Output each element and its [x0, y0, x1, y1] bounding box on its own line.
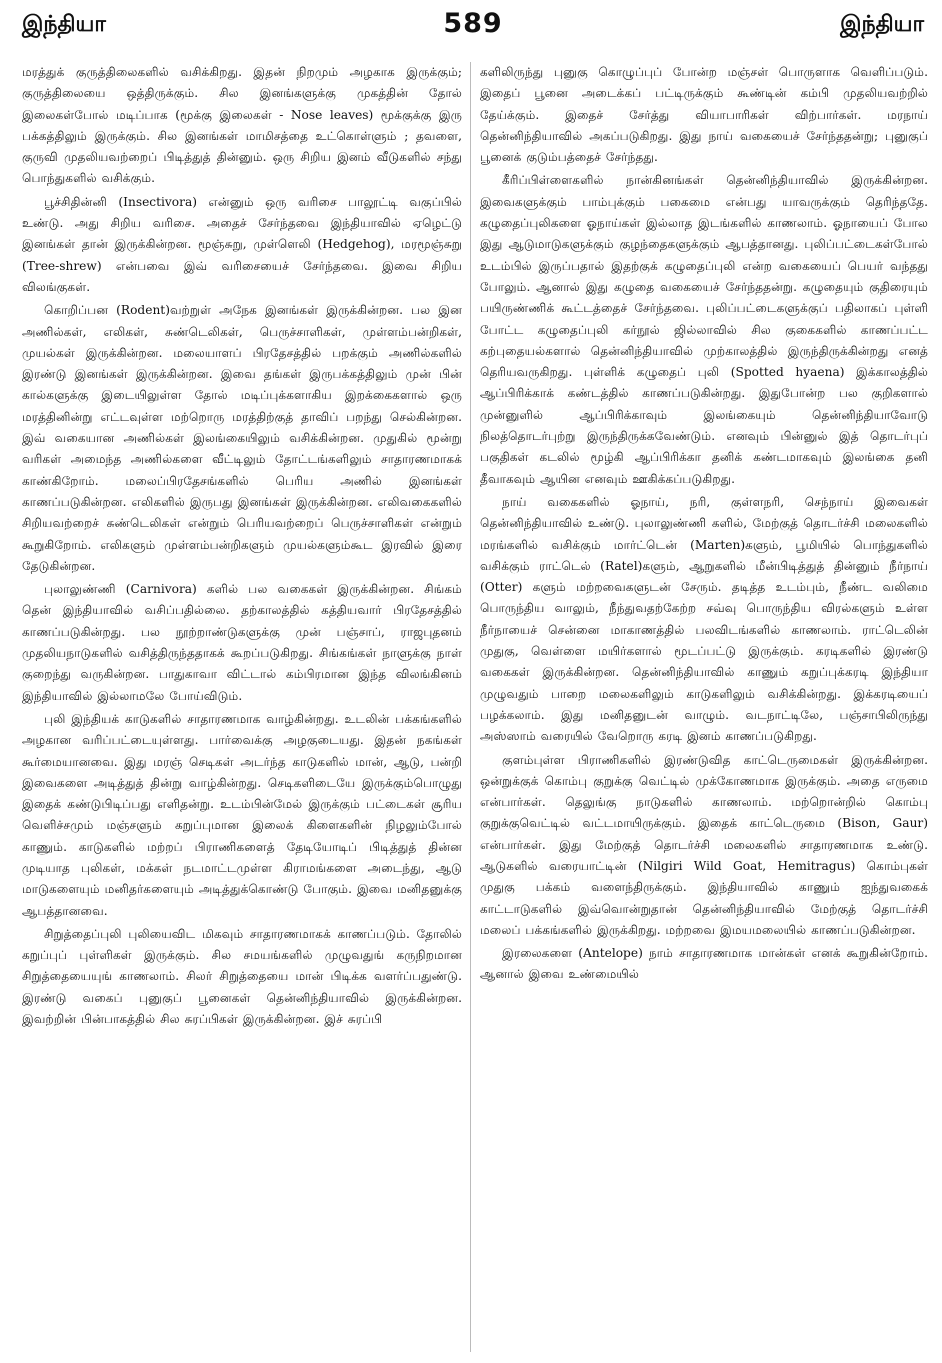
paragraph: கீரிப்பிள்ளைகளில் நான்கினங்கள் தென்னிந்தியாவில் இருக்கின்றன. இவைகளுக்கும் பாம்புக்கும் பகைமை என்பது யாவருக்கும் தெரிந்ததே. கழுதைப்புலிகளை ஓநாய்கள் இல்லாத இடங்களில் காணலாம். ஓநாயைப் போல இது ஆடுமாடுகளுக்கும் குழந்தைகளுக்கும் ஆபத்தானது. புலிப்பட்டைகள்போல் உடம்பில் இருப்பதால் இதற்குக் கழுதைப்புலி என்ற வகையைப் பெயர் வந்தது போலும். ஆனால் இது கழுதை வகையைச் சேர்ந்ததன்று. கழுதையும் குதிரையும் பயிருண்ணிக் கூட்டத்தைச் சேர்ந்தவை. புலிப்பட்டைகளுக்குப் பதிலாகப் புள்ளி போட்ட கழுதைப்புலி கர்நூல் ஜில்லாவில் சில குகைகளில் காணப்பட்ட கற்புதையல்களால் தென்னிந்தியாவில் முற்காலத்தில் இருந்திருக்கின்றது எனத் தெரியவருகிறது. புள்ளிக் கழுதைப் புலி (Spotted hyaena) இக்காலத்தில் ஆப்பிரிக்காக் கண்டத்தில் காணப்படுகின்றது. இதுபோன்ற பல குறிகளால் முன்னுளில் ஆப்பிரிக்காவும் இலங்கையும் தென்னிந்தியாவோடு நிலத்தொடர்புற்று இருந்திருக்கவேண்டும். எனவும் பின்னுல் இத் தொடர்புப் பகுதிகள் கடலில் மூழ்கி ஆப்பிரிக்கா தனிக் கண்டமாகவும் இலங்கை தனி தீவாகவும் ஆயின எனவும் ஊகிக்கப்படுகிறது. [480, 173, 928, 486]
running-title-right: இந்தியா [840, 12, 924, 37]
running-title-left: இந்தியா [22, 12, 106, 37]
paragraph: களிலிருந்து புனுகு கொழுப்புப் போன்ற மஞ்சள் பொருளாக வெளிப்படும். இதைப் பூனை அடைக்கப் பட்டிருக்கும் கூண்டின் கம்பி முதலியவற்றில் தேய்க்கும். இதைச் சேர்த்து வியாபாரிகள் விற்பார்கள். மரநாய் தென்னிந்தியாவில் அகப்படுகிறது. இது நாய் வகையைச் சேர்ந்ததன்று; புனுகுப் பூனைக் குடும்பத்தைச் சேர்ந்தது. [480, 65, 928, 165]
column-divider [470, 62, 471, 1352]
paragraph: குளம்புள்ள பிராணிகளில் இரண்டுவித காட்டெருமைகள் இருக்கின்றன. ஒன்றுக்குக் கொம்பு குறுக்கு வெட்டில் முக்கோணமாக இருக்கும். அதை எருமை என்பார்கள். தெலுங்கு நாடுகளில் காணலாம். மற்றொன்றில் கொம்பு குறுக்குவெட்டில் வட்டமாயிருக்கும். இதைக் காட்டெருமை (Bison, Gaur) என்பார்கள். இது மேற்குத் தொடர்ச்சி மலைகளில் சாதாரணமாக உண்டு. ஆடுகளில் வரையாட்டின் (Nilgiri Wild Goat, Hemitragus) கொம்புகள் முதுகு பக்கம் வளைந்திருக்கும். இந்தியாவில் காணும் ஐந்துவகைக் காட்டாடுகளில் இவ்வொன்றுதான் தென்னிந்தியாவில் மேற்குத் தொடர்ச்சி மலைப் பக்கங்களில் இருக்கிறது. மற்றவை இமயமலையில் காணப்படுகின்றன. [480, 752, 928, 937]
page-number: 589 [443, 8, 503, 39]
paragraph: புலாலுண்ணி (Carnivora) களில் பல வகைகள் இருக்கின்றன. சிங்கம் தென் இந்தியாவில் வசிப்பதில்லை. தற்காலத்தில் கத்தியவார் பிரதேசத்தில் காணப்படுகின்றது. பல நூற்றாண்டுகளுக்கு முன் பஞ்சாப், ராஜபுதனம் முதலியநாடுகளில் வசித்திருந்ததாகக் கூறப்படுகிறது. சிங்கங்கள் நாளுக்கு நாள் குறைந்து வருகின்றன. பாதுகாவா விட்டால் கம்பிரமான இந்த விலங்கினம் இந்தியாவில் இல்லாமலே போய்விடும். [22, 582, 462, 703]
paragraph: சிறுத்தைப்புலி புலியைவிட மிகவும் சாதாரணமாகக் காணப்படும். தோலில் கறுப்புப் புள்ளிகள் இருக்கும். சில சமயங்களில் முழுவதுங் கருநிறமான சிறுத்தையையுங் காணலாம். சிலர் சிறுத்தையை மான் பிடிக்க வளர்ப்பதுண்டு. இரண்டு வகைப் புனுகுப் பூனைகள் தென்னிந்தியாவில் இருக்கின்றன. இவற்றின் பின்பாகத்தில் சில சுரப்பிகள் இருக்கின்றன. இச் சுரப்பி [22, 926, 462, 1027]
paragraph: இரலைகளை (Antelope) நாம் சாதாரணமாக மான்கள் எனக் கூறுகின்றோம். ஆனால் இவை உண்மையில் [480, 946, 928, 982]
paragraph: நாய் வகைகளில் ஓநாய், நரி, குள்ளநரி, செந்நாய் இவைகள் தென்னிந்தியாவில் உண்டு. புலாலுண்ணி களில், மேற்குத் தொடர்ச்சி மலைகளில் மரங்களில் வசிக்கும் மார்ட்டென் (Marten)களும், பூமியில் பொந்துகளில் வசிக்கும் ராட்டெல் (Ratel)களும், ஆறுகளில் மீன்பிடித்துத் தின்னும் நீர்நாய் (Otter) களும் மற்றவைகளுடன் சேரும். தடித்த உடம்பும், நீண்ட வலிமை பொருந்திய வாலும், நீந்துவதற்கேற்ற சவ்வு பொருந்திய விரல்களும் உள்ள நீர்நாயைச் சென்னை மாகாணத்தில் பலவிடங்களில் காணலாம். ராட்டெலின் முதுகு, வெள்ளை மயிர்களால் மூடப்பட்டு இருக்கும். கரடிகளில் இரண்டு வகைகள் இருக்கின்றன. தென்னிந்தியாவில் காணும் கறுப்புக்கரடி இந்தியா முழுவதும் பாறை மலைகளிலும் காடுகளிலும் வசிக்கின்றது. இக்கரடியைப் பழக்கலாம். இது மனிதனுடன் வாழும். வடநாட்டிலே, பஞ்சாபிலிருந்து அஸ்ஸாம் வரையில் வேறொரு கரடி இனம் காணப்படுகிறது. [480, 494, 928, 744]
paragraph: மரத்துக் குருத்திலைகளில் வசிக்கிறது. இதன் நிறமும் அழகாக இருக்கும்; குருத்திலையை ஒத்திருக்கும். சில இனங்களுக்கு முகத்தின் தோல் இலைகள்போல் மடிப்பாக (மூக்கு இலைகள் - Nose leaves) மூக்குக்கு இரு பக்கத்திலும் இருக்கும். சில இனங்கள் மாமிசத்தை உட்கொள்ளும் ; தவளை, குருவி முதலியவற்றைப் பிடித்துத் தின்னும். ஒரு சிறிய இனம் வீடுகளில் சந்து பொந்துகளில் வசிக்கும். [22, 65, 462, 186]
paragraph: புலி இந்தியக் காடுகளில் சாதாரணமாக வாழ்கின்றது. உடலின் பக்கங்களில் அழகான வரிப்பட்டையுள்ளது. பார்வைக்கு அழகுடையது. இதன் நகங்கள் கூர்மையானவை. இது மரஞ் செடிகள் அடர்ந்த காடுகளில் மான், ஆடு, பன்றி இவைகளை அடித்துத் தின்று வாழ்கின்றது. செடிகளிடையே இருக்கும்பொழுது இதைக் கண்டுபிடிப்பது எளிதன்று. உடம்பின்மேல் இருக்கும் பட்டைகள் சூரிய வெளிச்சமும் மஞ்சளும் கறுப்புமான இலைக் கிளைகளின் நிழலும்போல் காணும். காடுகளில் மற்றப் பிராணிகளைத் தேடியோடிப் பிடித்துத் தின்ன முடியாத புலிகள், மக்கள் நடமாட்டமுள்ள கிராமங்களை அடைந்து, ஆடு மாடுகளையும் மனிதர்களையும் அடித்துக்கொண்டு போகும். இவை மனிதனுக்கு ஆபத்தானவை. [22, 711, 462, 918]
right-column [480, 62, 928, 1352]
paragraph: கொறிப்பன (Rodent)வற்றுள் அநேக இனங்கள் இருக்கின்றன. பல இன அணில்கள், எலிகள், சுண்டெலிகள், பெருச்சாளிகள், முள்ளம்பன்றிகள், முயல்கள் இருக்கின்றன. மலையாளப் பிரதேசத்தில் பறக்கும் அணில்களில் இரண்டு இனங்கள் இருக்கின்றன. இவை தங்கள் இருபக்கத்திலும் முன் பின் கால்களுக்கு இடையிலுள்ள தோல் மடிப்புக்களாகிய இறக்கைகளால் ஒரு மரத்தினின்று எட்டவுள்ள மற்றொரு மரத்திற்குத் தாவிப் பறந்து செல்கின்றன. இவ் வகையான அணில்கள் இலங்கையிலும் வசிக்கின்றன. முதுகில் மூன்று வரிகள் அமைந்த அணில்களை வீட்டிலும் தோட்டங்களிலும் சாதாரணமாகக் காண்கிறோம். மலைப்பிரதேசங்களில் பெரிய அணில் இனங்கள் காணப்படுகின்றன. எலிகளில் இருபது இனங்கள் இருக்கின்றன. எலிவகைகளில் சிறியவற்றைச் சுண்டெலிகள் என்றும் பெரியவற்றைப் பெருச்சாளிகள் என்றும் கூறுகிறோம். எலிகளும் முள்ளம்பன்றிகளும் முயல்களும்கூட இரவில் இரை தேடுகின்றன. [22, 303, 462, 573]
left-column [22, 62, 462, 1352]
page-header [22, 8, 924, 48]
paragraph: பூச்சிதின்னி (Insectivora) என்னும் ஒரு வரிசை பாலூட்டி வகுப்பில் உண்டு. அது சிறிய வரிசை. அதைச் சேர்ந்தவை இந்தியாவில் ஏழெட்டு இனங்கள் தான் இருக்கின்றன. மூஞ்சுறு, முள்ளெலி (Hedgehog), மரமூஞ்சுறு (Tree-shrew) என்பவை இவ் வரிசையைச் சேர்ந்தவை. இவை சிறிய விலங்குகள். [22, 194, 462, 294]
